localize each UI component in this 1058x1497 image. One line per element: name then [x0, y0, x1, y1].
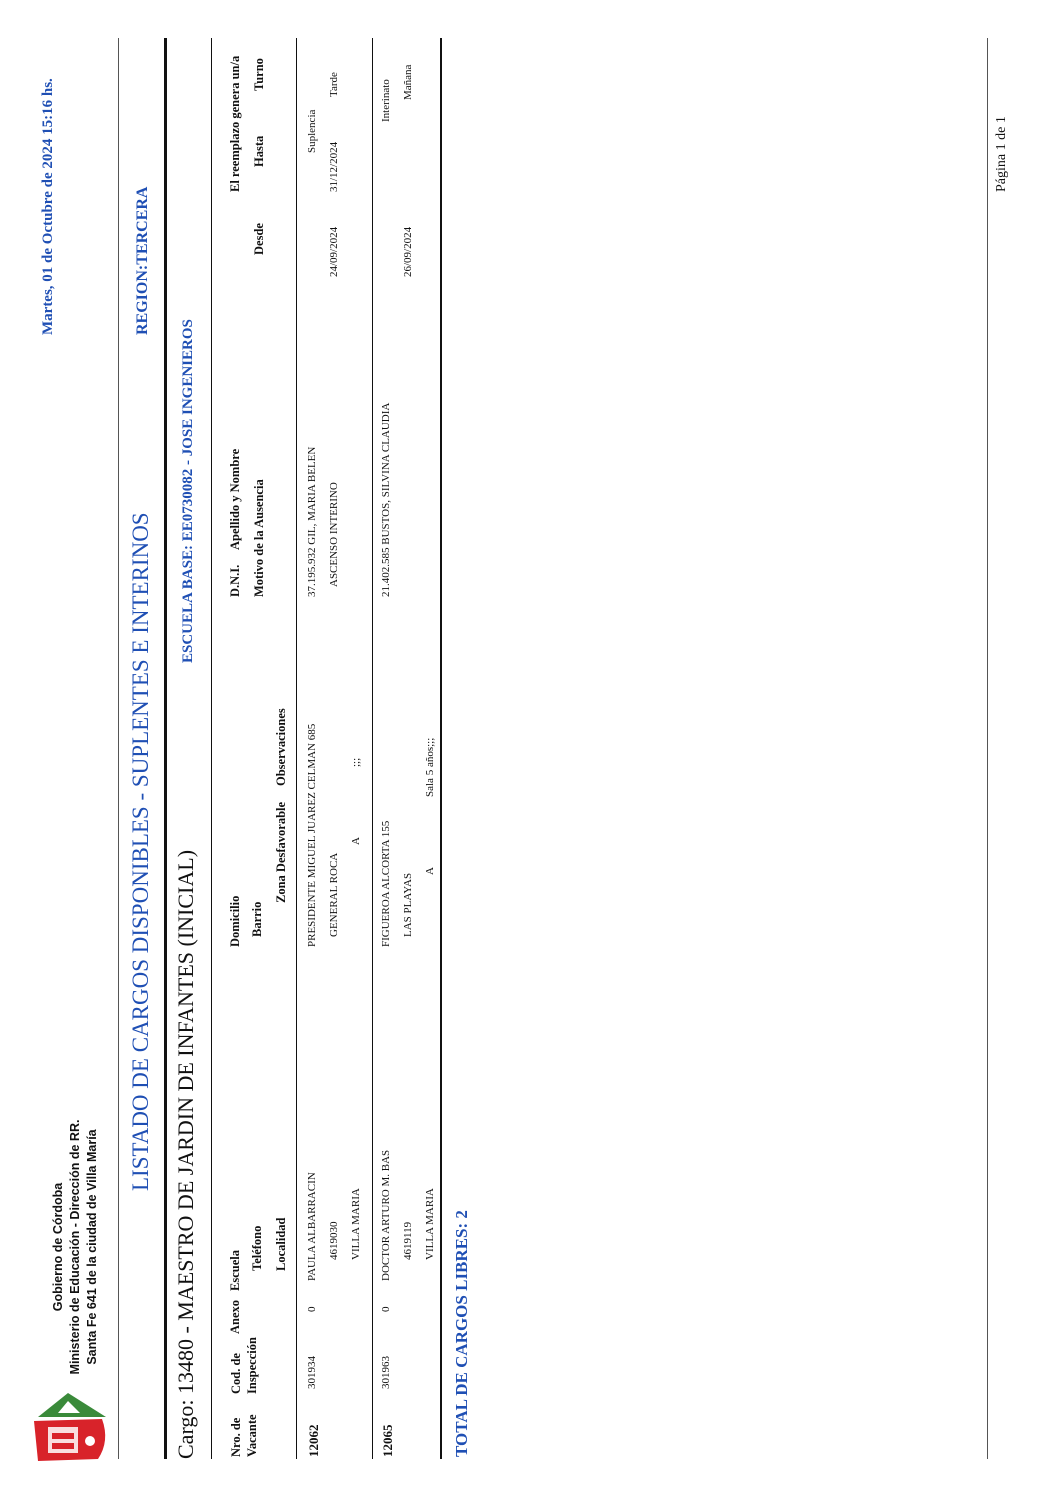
- row-zona: A: [350, 837, 362, 845]
- row-domicilio: FIGUEROA ALCORTA 155: [380, 820, 392, 947]
- escuela-base: ESCUELA BASE: EE0730082 - JOSE INGENIEROS: [180, 319, 196, 663]
- col-cod-l1: Cod. de: [229, 1353, 243, 1394]
- row-domicilio: PRESIDENTE MIGUEL JUAREZ CELMAN 685: [306, 723, 318, 947]
- col-zona: Zona Desfavorable: [274, 801, 288, 903]
- col-apellido: Apellido y Nombre: [228, 448, 242, 550]
- col-nro-l1: Nro. de: [229, 1417, 243, 1457]
- row-motivo: ASCENSO INTERINO: [328, 482, 340, 587]
- row-observaciones: Sala 5 años;;;: [424, 737, 436, 797]
- cargo-rule-right: [164, 38, 167, 1459]
- row-rule-3: [440, 38, 442, 1459]
- col-nro-vacante: [228, 1414, 260, 1457]
- col-nro-l2: Vacante: [245, 1414, 259, 1457]
- row-telefono: 4619119: [402, 1221, 414, 1260]
- col-reemplazo: El reemplazo genera un/a: [228, 55, 242, 192]
- row-turno: Mañana: [402, 64, 414, 100]
- col-desde: Desde: [252, 223, 266, 255]
- header-institution: [50, 1117, 101, 1377]
- row-anexo: 0: [306, 1306, 318, 1312]
- cargo-title: Cargo: 13480 - MAESTRO DE JARDIN DE INFANTES (INICIAL): [173, 849, 198, 1459]
- row-telefono: 4619030: [328, 1221, 340, 1260]
- row-escuela: PAULA ALBARRACIN: [306, 1172, 318, 1281]
- row-localidad: VILLA MARIA: [424, 1188, 436, 1260]
- row-nro: 12065: [380, 1424, 395, 1457]
- coat-of-arms-logo: [28, 1387, 114, 1467]
- row-desde: 24/09/2024: [328, 226, 340, 277]
- page-title: LISTADO DE CARGOS DISPONIBLES - SUPLENTES E INTERINOS: [128, 512, 153, 1191]
- row-zona: A: [424, 867, 436, 875]
- col-domicilio: Domicilio: [228, 895, 242, 947]
- gov-name: Gobierno de Córdoba: [51, 1182, 65, 1312]
- footer-rule: [987, 38, 988, 1459]
- col-escuela: Escuela: [228, 1250, 242, 1291]
- row-tipo: Suplencia: [306, 109, 318, 153]
- col-motivo: Motivo de la Ausencia: [252, 479, 266, 597]
- row-cod: 301963: [380, 1356, 392, 1389]
- row-rule-2: [372, 38, 373, 1459]
- row-anexo: 0: [380, 1306, 392, 1312]
- row-barrio: GENERAL ROCA: [328, 852, 340, 937]
- col-dni: D.N.I.: [228, 564, 242, 597]
- address: Santa Fe 641 de la ciudad de Villa María: [85, 1129, 99, 1365]
- header-rule: [211, 38, 212, 1459]
- row-cod: 301934: [306, 1356, 318, 1389]
- ministry-name: Ministerio de Educación - Dirección de RR.: [68, 1119, 82, 1375]
- total-cargos: TOTAL DE CARGOS LIBRES: 2: [452, 1210, 471, 1457]
- col-anexo: Anexo: [228, 1299, 242, 1334]
- row-observaciones: ;;;: [350, 757, 362, 767]
- row-tipo: Interinato: [380, 79, 392, 122]
- row-nro: 12062: [306, 1424, 321, 1457]
- row-rule-1: [296, 38, 297, 1459]
- col-barrio: Barrio: [250, 901, 264, 937]
- page-number: Página 1 de 1: [994, 116, 1009, 192]
- report-date: Martes, 01 de Octubre de 2024 15:16 hs.: [40, 78, 56, 335]
- row-dni-nombre: 21.402.585 BUSTOS, SILVINA CLAUDIA: [380, 402, 392, 597]
- row-hasta: 31/12/2024: [328, 141, 340, 192]
- top-rule: [118, 38, 119, 1459]
- row-barrio: LAS PLAYAS: [402, 872, 414, 937]
- region-label: REGION:TERCERA: [134, 186, 151, 335]
- col-cod-l2: Inspección: [245, 1337, 259, 1394]
- col-observaciones: Observaciones: [274, 708, 288, 786]
- col-telefono: Teléfono: [250, 1225, 264, 1271]
- row-desde: 26/09/2024: [402, 226, 414, 277]
- col-turno: Turno: [252, 58, 266, 91]
- row-localidad: VILLA MARIA: [350, 1188, 362, 1260]
- row-dni-nombre: 37.195.932 GIL, MARIA BELEN: [306, 446, 318, 597]
- col-cod-inspeccion: [228, 1337, 260, 1394]
- col-localidad: Localidad: [274, 1217, 288, 1271]
- row-escuela: DOCTOR ARTURO M. BAS: [380, 1149, 392, 1281]
- col-hasta: Hasta: [252, 135, 266, 167]
- row-turno: Tarde: [328, 72, 340, 97]
